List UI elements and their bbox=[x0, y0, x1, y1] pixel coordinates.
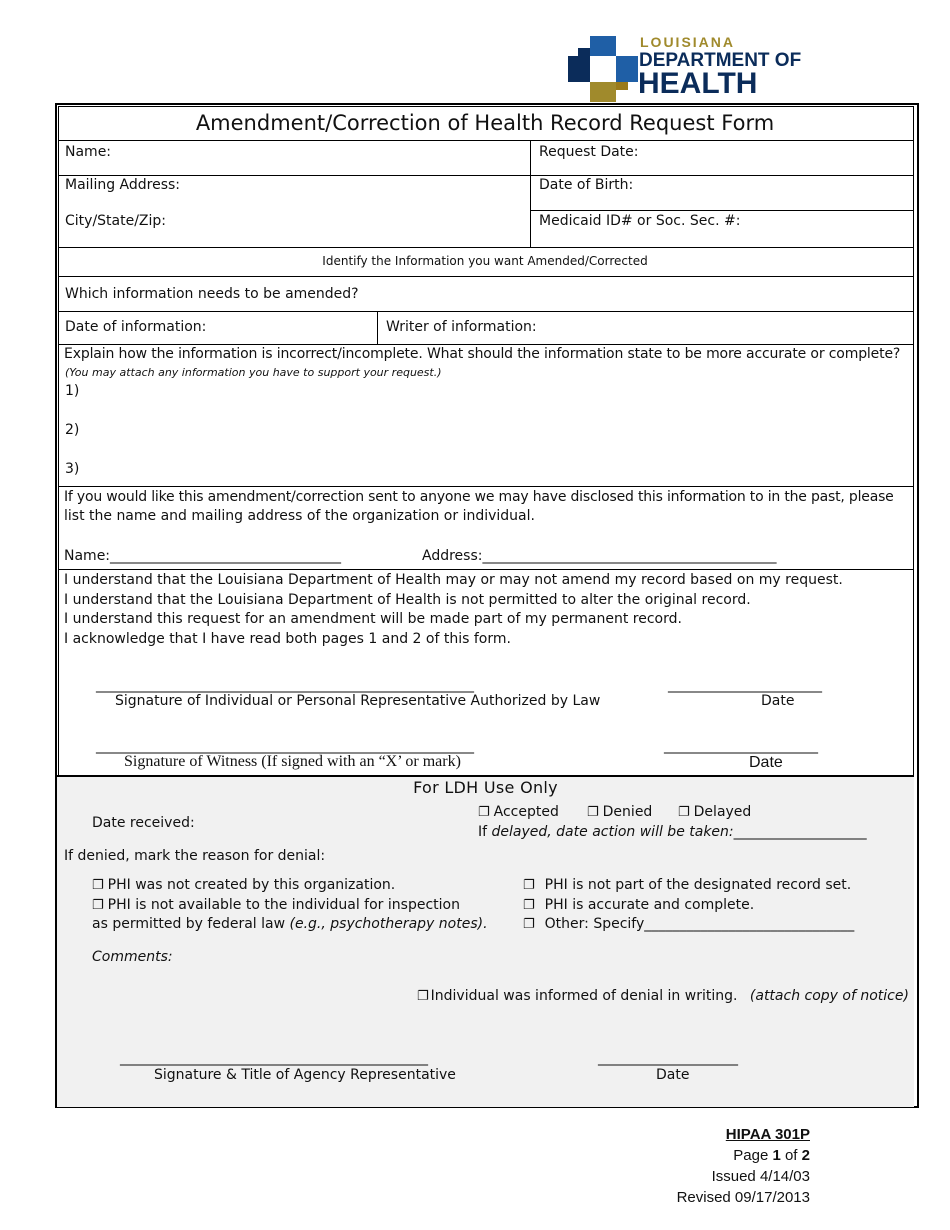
disclosure-name-field[interactable]: Name:_________________________________ bbox=[64, 548, 342, 564]
comments-label: Comments: bbox=[92, 949, 173, 965]
item-2: 2) bbox=[65, 422, 80, 438]
checkbox-icon: ❐ bbox=[417, 989, 429, 1004]
reason-other[interactable]: ❐ Other: Specify______________________________ bbox=[523, 916, 855, 932]
informed-checkbox[interactable]: ❐ Individual was informed of denial in writing. (attach copy of notice) bbox=[417, 988, 909, 1004]
signature-label: Signature of Individual or Personal Representative Authorized by Law bbox=[115, 693, 601, 709]
disclosure-line1: If you would like this amendment/correction sent to anyone we may have disclosed this information to in the past, please bbox=[64, 489, 894, 505]
date-of-birth-label: Date of Birth: bbox=[539, 177, 634, 193]
logo-line1: LOUISIANA bbox=[640, 34, 735, 50]
form-title: Amendment/Correction of Health Record Request Form bbox=[195, 111, 775, 135]
medicaid-label: Medicaid ID# or Soc. Sec. #: bbox=[539, 213, 741, 229]
agency-date-label: Date bbox=[656, 1067, 690, 1083]
agency-signature-line[interactable]: ____________________________________________ bbox=[120, 1050, 428, 1066]
agency-signature-label: Signature & Title of Agency Representative bbox=[154, 1067, 456, 1083]
disclosure-line2: list the name and mailing address of the organization or individual. bbox=[64, 508, 535, 524]
understand-4: I acknowledge that I have read both pages 1 and 2 of this form. bbox=[64, 631, 511, 647]
accepted-label: Accepted bbox=[493, 804, 559, 820]
signature-date-label: Date bbox=[761, 693, 795, 709]
denied-label: Denied bbox=[602, 804, 653, 820]
witness-date-line[interactable]: ______________________ bbox=[664, 738, 818, 754]
checkbox-icon: ❐ bbox=[478, 805, 490, 820]
request-date-label: Request Date: bbox=[539, 144, 639, 160]
checkbox-icon: ❐ bbox=[587, 805, 599, 820]
logo-line2: DEPARTMENT OF bbox=[639, 50, 802, 71]
cross-logo-icon bbox=[568, 36, 638, 102]
checkbox-icon: ❐ bbox=[92, 898, 104, 913]
reason-not-available[interactable]: ❐ PHI is not available to the individual for inspection bbox=[92, 897, 460, 913]
accepted-checkbox[interactable] bbox=[478, 803, 559, 822]
signature-date-line[interactable]: ______________________ bbox=[668, 677, 822, 693]
which-info-label: Which information needs to be amended? bbox=[65, 286, 359, 302]
page-number: Page 1 of 2 bbox=[733, 1147, 810, 1164]
understand-3: I understand this request for an amendment will be made part of my permanent record. bbox=[64, 611, 682, 627]
issued-date: Issued 4/14/03 bbox=[711, 1168, 810, 1185]
delayed-checkbox[interactable] bbox=[678, 803, 751, 822]
reason-not-designated[interactable]: ❐ PHI is not part of the designated record set. bbox=[523, 877, 852, 893]
ldh-logo bbox=[568, 34, 818, 104]
ldh-title: For LDH Use Only bbox=[413, 778, 558, 797]
disclosure-address-field[interactable]: Address:__________________________________________ bbox=[422, 548, 777, 564]
city-state-zip-label: City/State/Zip: bbox=[65, 213, 167, 229]
checkbox-icon: ❐ bbox=[523, 878, 535, 893]
checkbox-icon: ❐ bbox=[678, 805, 690, 820]
identify-header: Identify the Information you want Amended/Corrected bbox=[322, 254, 648, 268]
agency-date-line[interactable]: ____________________ bbox=[598, 1050, 738, 1066]
date-received-label: Date received: bbox=[92, 815, 195, 831]
checkbox-icon: ❐ bbox=[523, 898, 535, 913]
understand-1: I understand that the Louisiana Department of Health may or may not amend my record based on my request. bbox=[64, 572, 843, 588]
writer-of-info-label: Writer of information: bbox=[386, 319, 537, 335]
delayed-label: Delayed bbox=[693, 804, 752, 820]
witness-label: Signature of Witness (If signed with an “X’ or mark) bbox=[124, 753, 461, 770]
checkbox-icon: ❐ bbox=[92, 878, 104, 893]
logo-line3: HEALTH bbox=[638, 67, 758, 100]
checkbox-icon: ❐ bbox=[523, 917, 535, 932]
denial-reason-label: If denied, mark the reason for denial: bbox=[64, 848, 326, 864]
denied-checkbox[interactable] bbox=[587, 803, 652, 822]
reason-accurate[interactable]: ❐ PHI is accurate and complete. bbox=[523, 897, 755, 913]
signature-line[interactable]: ______________________________________________________ bbox=[96, 677, 474, 693]
form-code: HIPAA 301P bbox=[725, 1126, 810, 1143]
explain-note: (You may attach any information you have to support your request.) bbox=[65, 366, 442, 379]
witness-line[interactable]: ______________________________________________________ bbox=[96, 738, 474, 754]
delayed-date-field[interactable]: If delayed, date action will be taken:___________________ bbox=[478, 824, 867, 840]
reason-not-available-cont: as permitted by federal law (e.g., psychotherapy notes). bbox=[92, 916, 488, 932]
date-of-info-label: Date of information: bbox=[65, 319, 207, 335]
mailing-address-label: Mailing Address: bbox=[65, 177, 181, 193]
item-1: 1) bbox=[65, 383, 80, 399]
revised-date: Revised 09/17/2013 bbox=[676, 1189, 810, 1206]
explain-text: Explain how the information is incorrect/incomplete. What should the information state to be more accurate or complete? bbox=[64, 346, 901, 362]
understand-2: I understand that the Louisiana Department of Health is not permitted to alter the original record. bbox=[64, 592, 751, 608]
informed-note: (attach copy of notice) bbox=[749, 988, 909, 1004]
item-3: 3) bbox=[65, 461, 80, 477]
witness-date-label: Date bbox=[749, 754, 783, 771]
name-label: Name: bbox=[65, 144, 112, 160]
reason-not-created[interactable]: ❐ PHI was not created by this organization. bbox=[92, 877, 396, 893]
